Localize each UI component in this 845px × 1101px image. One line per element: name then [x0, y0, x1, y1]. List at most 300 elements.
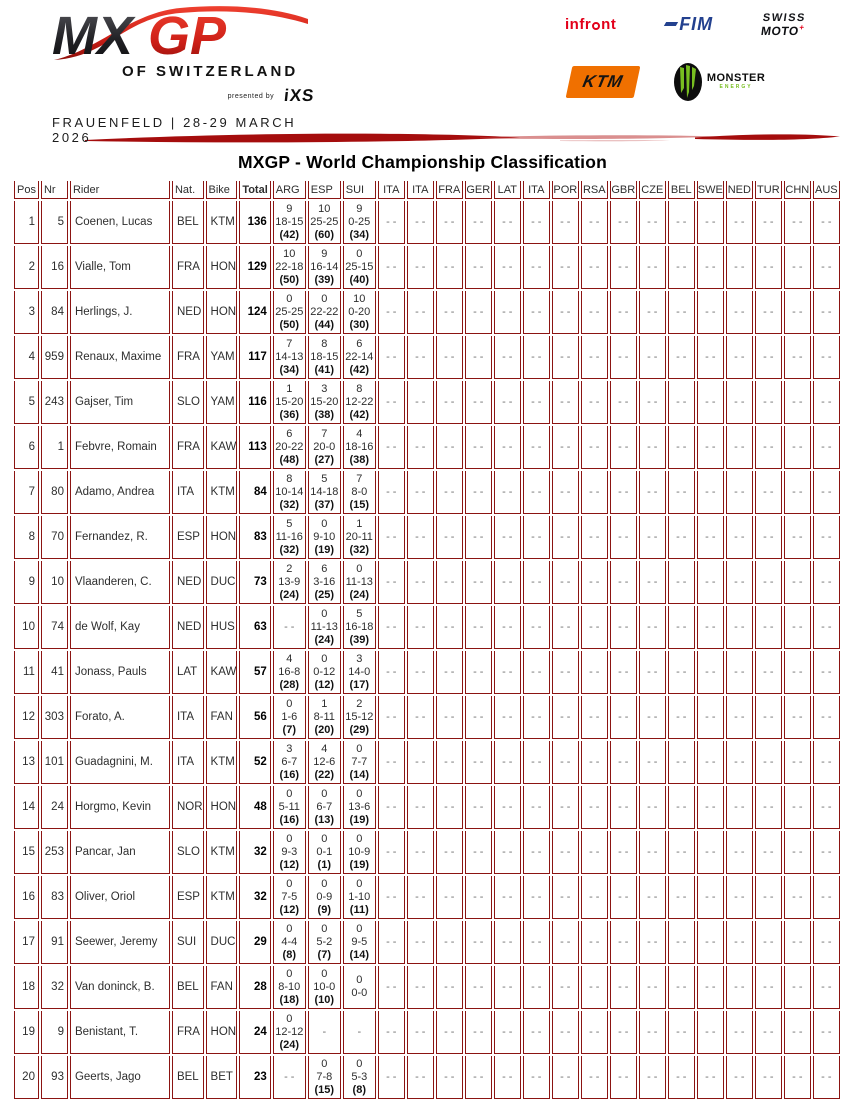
gp-empty-cell: - -	[639, 381, 666, 424]
nat-cell: BEL	[172, 201, 204, 244]
gp-empty-cell: - -	[639, 696, 666, 739]
gp-empty-cell: - -	[552, 426, 579, 469]
gp-empty-cell: - -	[523, 966, 550, 1009]
infront-logo	[565, 16, 616, 33]
gp-empty-cell: - -	[523, 516, 550, 559]
gp-empty-cell: - -	[552, 516, 579, 559]
gp-result-cell: 0 22-22 (44)	[308, 291, 341, 334]
nr-cell: 303	[41, 696, 68, 739]
gp-empty-cell: - -	[407, 966, 434, 1009]
gp-empty-cell: - -	[378, 1011, 405, 1054]
gp-empty-cell: - -	[755, 651, 782, 694]
gp-empty-cell: - -	[755, 831, 782, 874]
gp-result-cell: 1 8-11 (20)	[308, 696, 341, 739]
gp-empty-cell: - -	[726, 336, 753, 379]
gp-empty-cell: - -	[726, 246, 753, 289]
nat-cell: BEL	[172, 1056, 204, 1099]
gp-empty-cell: - -	[639, 651, 666, 694]
gp-empty-cell: - -	[581, 471, 608, 514]
bike-cell: KTM	[206, 741, 238, 784]
gp-empty-cell: - -	[726, 1011, 753, 1054]
column-header-total: Total	[239, 181, 270, 199]
nr-cell: 16	[41, 246, 68, 289]
event-header	[0, 0, 845, 145]
gp-empty-cell: - -	[378, 876, 405, 919]
gp-empty-cell: - -	[697, 561, 724, 604]
gp-empty-cell: - -	[697, 381, 724, 424]
gp-empty-cell: - -	[378, 381, 405, 424]
gp-empty-cell: - -	[523, 336, 550, 379]
gp-empty-cell: - -	[523, 651, 550, 694]
rider-cell: Seewer, Jeremy	[70, 921, 170, 964]
gp-empty-cell: - -	[378, 516, 405, 559]
gp-empty-cell: - -	[784, 381, 811, 424]
nr-cell: 74	[41, 606, 68, 649]
swiss-text: SWISS	[762, 12, 807, 24]
gp-empty-cell: - -	[755, 921, 782, 964]
gp-empty-cell: - -	[436, 876, 463, 919]
bike-cell: HON	[206, 291, 238, 334]
gp-empty-cell: - -	[436, 291, 463, 334]
gp-result-cell: 2 15-12 (29)	[343, 696, 376, 739]
table-row	[14, 381, 840, 424]
gp-empty-cell: - -	[697, 696, 724, 739]
gp-empty-cell: - -	[726, 1056, 753, 1099]
gp-empty-cell: - -	[378, 471, 405, 514]
gp-empty-cell: - -	[813, 291, 840, 334]
bike-cell: KTM	[206, 471, 238, 514]
gp-empty-cell: - -	[494, 651, 521, 694]
gp-empty-cell: - -	[465, 1056, 492, 1099]
gp-empty-cell: - -	[494, 921, 521, 964]
gp-empty-cell: - -	[494, 201, 521, 244]
gp-empty-cell: - -	[581, 831, 608, 874]
bike-cell: FAN	[206, 696, 238, 739]
gp-empty-cell: - -	[494, 786, 521, 829]
table-header-row	[14, 181, 840, 199]
gp-empty-cell: - -	[436, 741, 463, 784]
gp-empty-cell: - -	[378, 966, 405, 1009]
gp-result-cell: 0 5-2 (7)	[308, 921, 341, 964]
pos-cell: 12	[14, 696, 39, 739]
bike-cell: HON	[206, 516, 238, 559]
gp-empty-cell: - -	[813, 1056, 840, 1099]
gp-empty-cell: - -	[436, 1056, 463, 1099]
gp-empty-cell: - -	[407, 516, 434, 559]
gp-empty-cell: - -	[552, 336, 579, 379]
gp-empty-cell: - -	[465, 831, 492, 874]
table-row	[14, 606, 840, 649]
gp-empty-cell: - -	[581, 606, 608, 649]
bike-cell: KTM	[206, 876, 238, 919]
total-cell: 29	[239, 921, 270, 964]
nr-cell: 243	[41, 381, 68, 424]
rider-cell: Vlaanderen, C.	[70, 561, 170, 604]
gp-empty-cell: - -	[726, 921, 753, 964]
pos-cell: 19	[14, 1011, 39, 1054]
pos-cell: 8	[14, 516, 39, 559]
column-header-pos: Pos	[14, 181, 39, 199]
gp-empty-cell: - -	[784, 516, 811, 559]
total-cell: 32	[239, 831, 270, 874]
gp-empty-cell: - -	[523, 1011, 550, 1054]
gp-empty-cell: - -	[494, 381, 521, 424]
gp-empty-cell: - -	[523, 471, 550, 514]
gp-empty-cell: - -	[610, 246, 637, 289]
nat-cell: ITA	[172, 696, 204, 739]
gp-empty-cell: - -	[273, 1056, 306, 1099]
pos-cell: 10	[14, 606, 39, 649]
gp-result-cell: 6 20-22 (48)	[273, 426, 306, 469]
gp-empty-cell: - -	[784, 426, 811, 469]
gp-result-cell: 4 18-16 (38)	[343, 426, 376, 469]
gp-empty-cell: - -	[581, 561, 608, 604]
gp-empty-cell: - -	[523, 246, 550, 289]
total-cell: 124	[239, 291, 270, 334]
monster-text-block	[707, 72, 766, 92]
nat-cell: NOR	[172, 786, 204, 829]
gp-empty-cell: - -	[813, 921, 840, 964]
gp-empty-cell: - -	[552, 696, 579, 739]
gp-empty-cell: - -	[465, 921, 492, 964]
rider-cell: Guadagnini, M.	[70, 741, 170, 784]
gp-empty-cell: - -	[465, 876, 492, 919]
gp-empty-cell: - -	[465, 741, 492, 784]
mxgp-logo	[52, 4, 310, 62]
infront-text-right: nt	[601, 15, 617, 33]
gp-empty-cell: - -	[378, 201, 405, 244]
gp-empty-cell: - -	[755, 1011, 782, 1054]
gp-empty-cell: - -	[813, 471, 840, 514]
pos-cell: 18	[14, 966, 39, 1009]
column-header-cze: CZE	[639, 181, 666, 199]
gp-empty-cell: - -	[552, 921, 579, 964]
gp-empty-cell: - -	[639, 291, 666, 334]
gp-result-cell: 9 0-25 (34)	[343, 201, 376, 244]
nat-cell: NED	[172, 291, 204, 334]
rider-cell: Fernandez, R.	[70, 516, 170, 559]
nat-cell: ITA	[172, 741, 204, 784]
gp-empty-cell: - -	[697, 291, 724, 334]
gp-empty-cell: - -	[610, 606, 637, 649]
column-header-gbr: GBR	[610, 181, 637, 199]
gp-empty-cell: - -	[813, 246, 840, 289]
gp-empty-cell: - -	[407, 561, 434, 604]
gp-empty-cell: - -	[552, 786, 579, 829]
pos-cell: 7	[14, 471, 39, 514]
nr-cell: 10	[41, 561, 68, 604]
gp-empty-cell: - -	[639, 426, 666, 469]
column-header-rsa: RSA	[581, 181, 608, 199]
gp-empty-cell: - -	[726, 516, 753, 559]
nat-cell: ESP	[172, 516, 204, 559]
gp-empty-cell: - -	[668, 921, 695, 964]
gp-empty-cell: - -	[407, 831, 434, 874]
nat-cell: NED	[172, 606, 204, 649]
gp-empty-cell: - -	[407, 471, 434, 514]
event-location-date: FRAUENFELD | 28-29 MARCH 2026	[52, 115, 297, 145]
gp-empty-cell: - -	[407, 291, 434, 334]
gp-empty-cell: - -	[494, 336, 521, 379]
gp-empty-cell: - -	[639, 786, 666, 829]
bike-cell: YAM	[206, 336, 238, 379]
gp-empty-cell: - -	[436, 966, 463, 1009]
gp-result-cell: 0 7-8 (15)	[308, 1056, 341, 1099]
gp-empty-cell: - -	[581, 201, 608, 244]
gp-empty-cell: - -	[755, 471, 782, 514]
pos-cell: 13	[14, 741, 39, 784]
column-header-rider: Rider	[70, 181, 170, 199]
gp-empty-cell: - -	[523, 561, 550, 604]
gp-empty-cell: - -	[552, 966, 579, 1009]
gp-empty-cell: - -	[668, 471, 695, 514]
gp-empty-cell: - -	[813, 561, 840, 604]
gp-empty-cell: - -	[610, 921, 637, 964]
total-cell: 83	[239, 516, 270, 559]
gp-empty-cell: - -	[610, 561, 637, 604]
gp-empty-cell: - -	[494, 1056, 521, 1099]
gp-empty-cell: - -	[407, 696, 434, 739]
gp-empty-cell: - -	[581, 651, 608, 694]
gp-empty-cell: - -	[436, 651, 463, 694]
rider-cell: Van doninck, B.	[70, 966, 170, 1009]
gp-result-cell: 10 22-18 (50)	[273, 246, 306, 289]
nat-cell: LAT	[172, 651, 204, 694]
pos-cell: 11	[14, 651, 39, 694]
gp-empty-cell: - -	[494, 426, 521, 469]
gp-empty-cell: - -	[494, 606, 521, 649]
column-header-ita: ITA	[523, 181, 550, 199]
gp-empty-cell: - -	[639, 876, 666, 919]
gp-empty-cell: - -	[436, 786, 463, 829]
gp-result-cell: 8 10-14 (32)	[273, 471, 306, 514]
gp-empty-cell: - -	[610, 696, 637, 739]
nat-cell: FRA	[172, 426, 204, 469]
gp-result-cell: 10 25-25 (60)	[308, 201, 341, 244]
rider-cell: Jonass, Pauls	[70, 651, 170, 694]
rider-cell: Forato, A.	[70, 696, 170, 739]
pos-cell: 5	[14, 381, 39, 424]
gp-empty-cell: - -	[610, 876, 637, 919]
nat-cell: FRA	[172, 1011, 204, 1054]
gp-empty-cell: - -	[639, 336, 666, 379]
pos-cell: 14	[14, 786, 39, 829]
gp-result-cell: 0 7-5 (12)	[273, 876, 306, 919]
bike-cell: HON	[206, 246, 238, 289]
gp-result-cell: 9 18-15 (42)	[273, 201, 306, 244]
nat-cell: SLO	[172, 381, 204, 424]
monster-text: MONSTER	[706, 72, 766, 84]
pos-cell: 3	[14, 291, 39, 334]
gp-result-cell: 0 1-10 (11)	[343, 876, 376, 919]
gp-empty-cell: - -	[784, 831, 811, 874]
gp-empty-cell: - -	[697, 426, 724, 469]
gp-result-cell: 4 16-8 (28)	[273, 651, 306, 694]
gp-empty-cell: - -	[523, 831, 550, 874]
gp-result-cell: 0 12-12 (24)	[273, 1011, 306, 1054]
gp-empty-cell: - -	[755, 426, 782, 469]
gp-empty-cell: - -	[639, 921, 666, 964]
gp-result-cell: 0 9-10 (19)	[308, 516, 341, 559]
gp-empty-cell: - -	[697, 471, 724, 514]
pos-cell: 15	[14, 831, 39, 874]
gp-empty-cell: - -	[407, 246, 434, 289]
gp-empty-cell: - -	[436, 471, 463, 514]
gp-empty-cell: - -	[407, 651, 434, 694]
gp-empty-cell: - -	[378, 606, 405, 649]
total-cell: 73	[239, 561, 270, 604]
gp-empty-cell: - -	[610, 831, 637, 874]
gp-empty-cell: - -	[581, 426, 608, 469]
column-header-chn: CHN	[784, 181, 811, 199]
nr-cell: 93	[41, 1056, 68, 1099]
bike-cell: HON	[206, 786, 238, 829]
gp-empty-cell: - -	[378, 786, 405, 829]
total-cell: 57	[239, 651, 270, 694]
gp-empty-cell: - -	[523, 291, 550, 334]
gp-empty-cell: - -	[552, 291, 579, 334]
table-row	[14, 741, 840, 784]
gp-empty-cell: - -	[552, 201, 579, 244]
gp-empty-cell: - -	[552, 741, 579, 784]
gp-result-cell: 6 22-14 (42)	[343, 336, 376, 379]
gp-empty-cell: - -	[668, 426, 695, 469]
gp-empty-cell: - -	[784, 741, 811, 784]
gp-result-cell: 0 7-7 (14)	[343, 741, 376, 784]
bike-cell: KTM	[206, 201, 238, 244]
rider-cell: Febvre, Romain	[70, 426, 170, 469]
gp-empty-cell: - -	[552, 651, 579, 694]
gp-empty-cell: - -	[784, 201, 811, 244]
gp-empty-cell: - -	[697, 516, 724, 559]
gp-empty-cell: - -	[726, 561, 753, 604]
gp-empty-cell: - -	[697, 876, 724, 919]
ixs-logo: iXS	[282, 86, 316, 105]
rider-cell: Coenen, Lucas	[70, 201, 170, 244]
nat-cell: SUI	[172, 921, 204, 964]
gp-result-cell: 7 8-0 (15)	[343, 471, 376, 514]
gp-result-cell: 8 12-22 (42)	[343, 381, 376, 424]
gp-result-cell: 1 15-20 (36)	[273, 381, 306, 424]
infront-text-left: infr	[565, 15, 592, 33]
table-row	[14, 426, 840, 469]
gp-empty-cell: - -	[726, 876, 753, 919]
gp-empty-cell: - -	[610, 471, 637, 514]
gp-result-cell: 0 0-12 (12)	[308, 651, 341, 694]
total-cell: 24	[239, 1011, 270, 1054]
gp-empty-cell: - -	[273, 606, 306, 649]
gp-empty-cell: - -	[407, 606, 434, 649]
column-header-bel: BEL	[668, 181, 695, 199]
gp-empty-cell: - -	[784, 471, 811, 514]
gp-empty-cell: - -	[726, 201, 753, 244]
total-cell: 84	[239, 471, 270, 514]
gp-empty-cell: - -	[523, 696, 550, 739]
gp-empty-cell: - -	[378, 651, 405, 694]
gp-empty-cell: - -	[755, 741, 782, 784]
table-row	[14, 516, 840, 559]
gp-empty-cell: - -	[436, 381, 463, 424]
gp-result-cell: 0 10-0 (10)	[308, 966, 341, 1009]
gp-result-cell: 3 6-7 (16)	[273, 741, 306, 784]
gp-result-cell: 0 25-25 (50)	[273, 291, 306, 334]
gp-empty-cell: - -	[610, 651, 637, 694]
monster-claw-icon	[673, 62, 703, 102]
gp-empty-cell: - -	[668, 876, 695, 919]
gp-empty-cell: - -	[465, 651, 492, 694]
gp-empty-cell: - -	[407, 336, 434, 379]
table-row	[14, 246, 840, 289]
gp-empty-cell: - -	[523, 741, 550, 784]
gp-empty-cell: - -	[552, 561, 579, 604]
gp-empty-cell: - -	[639, 246, 666, 289]
gp-empty-cell: - -	[813, 831, 840, 874]
table-row	[14, 921, 840, 964]
logo-mx-text: MX	[52, 6, 133, 62]
gp-empty-cell: - -	[552, 246, 579, 289]
gp-empty-cell: - -	[668, 1011, 695, 1054]
gp-empty-cell: - -	[668, 786, 695, 829]
gp-empty-cell: - -	[697, 786, 724, 829]
nr-cell: 101	[41, 741, 68, 784]
column-header-lat: LAT	[494, 181, 521, 199]
table-row	[14, 696, 840, 739]
rider-cell: Gajser, Tim	[70, 381, 170, 424]
sponsor-row-1	[565, 12, 805, 36]
ktm-logo: KTM	[566, 66, 641, 98]
column-header-nat: Nat.	[172, 181, 204, 199]
mxgp-logo-block	[52, 4, 332, 145]
gp-empty-cell: - -	[639, 561, 666, 604]
gp-empty-cell: - -	[813, 201, 840, 244]
gp-empty-cell: - -	[523, 381, 550, 424]
total-cell: 48	[239, 786, 270, 829]
gp-empty-cell: - -	[436, 561, 463, 604]
gp-empty-cell: - -	[378, 561, 405, 604]
nr-cell: 959	[41, 336, 68, 379]
column-header-por: POR	[552, 181, 579, 199]
gp-empty-cell: - -	[581, 336, 608, 379]
gp-empty-cell: - -	[407, 426, 434, 469]
nat-cell: SLO	[172, 831, 204, 874]
gp-empty-cell: - -	[697, 336, 724, 379]
gp-empty-cell: - -	[668, 696, 695, 739]
total-cell: 23	[239, 1056, 270, 1099]
gp-empty-cell: - -	[436, 336, 463, 379]
gp-empty-cell: - -	[378, 696, 405, 739]
gp-empty-cell: - -	[581, 1011, 608, 1054]
gp-empty-cell: - -	[378, 426, 405, 469]
gp-empty-cell: - -	[726, 966, 753, 1009]
gp-result-cell: 0 8-10 (18)	[273, 966, 306, 1009]
gp-empty-cell: - -	[697, 921, 724, 964]
gp-empty-cell: - -	[378, 741, 405, 784]
gp-empty-cell: -	[308, 1011, 341, 1054]
total-cell: 136	[239, 201, 270, 244]
pos-cell: 4	[14, 336, 39, 379]
gp-empty-cell: - -	[581, 696, 608, 739]
nr-cell: 9	[41, 1011, 68, 1054]
gp-result-cell: 0 0-9 (9)	[308, 876, 341, 919]
gp-result-cell: 0 0-1 (1)	[308, 831, 341, 874]
column-header-arg: ARG	[273, 181, 306, 199]
gp-empty-cell: - -	[523, 426, 550, 469]
gp-empty-cell: - -	[581, 921, 608, 964]
gp-empty-cell: - -	[610, 201, 637, 244]
total-cell: 28	[239, 966, 270, 1009]
gp-empty-cell: - -	[697, 1056, 724, 1099]
nr-cell: 80	[41, 471, 68, 514]
